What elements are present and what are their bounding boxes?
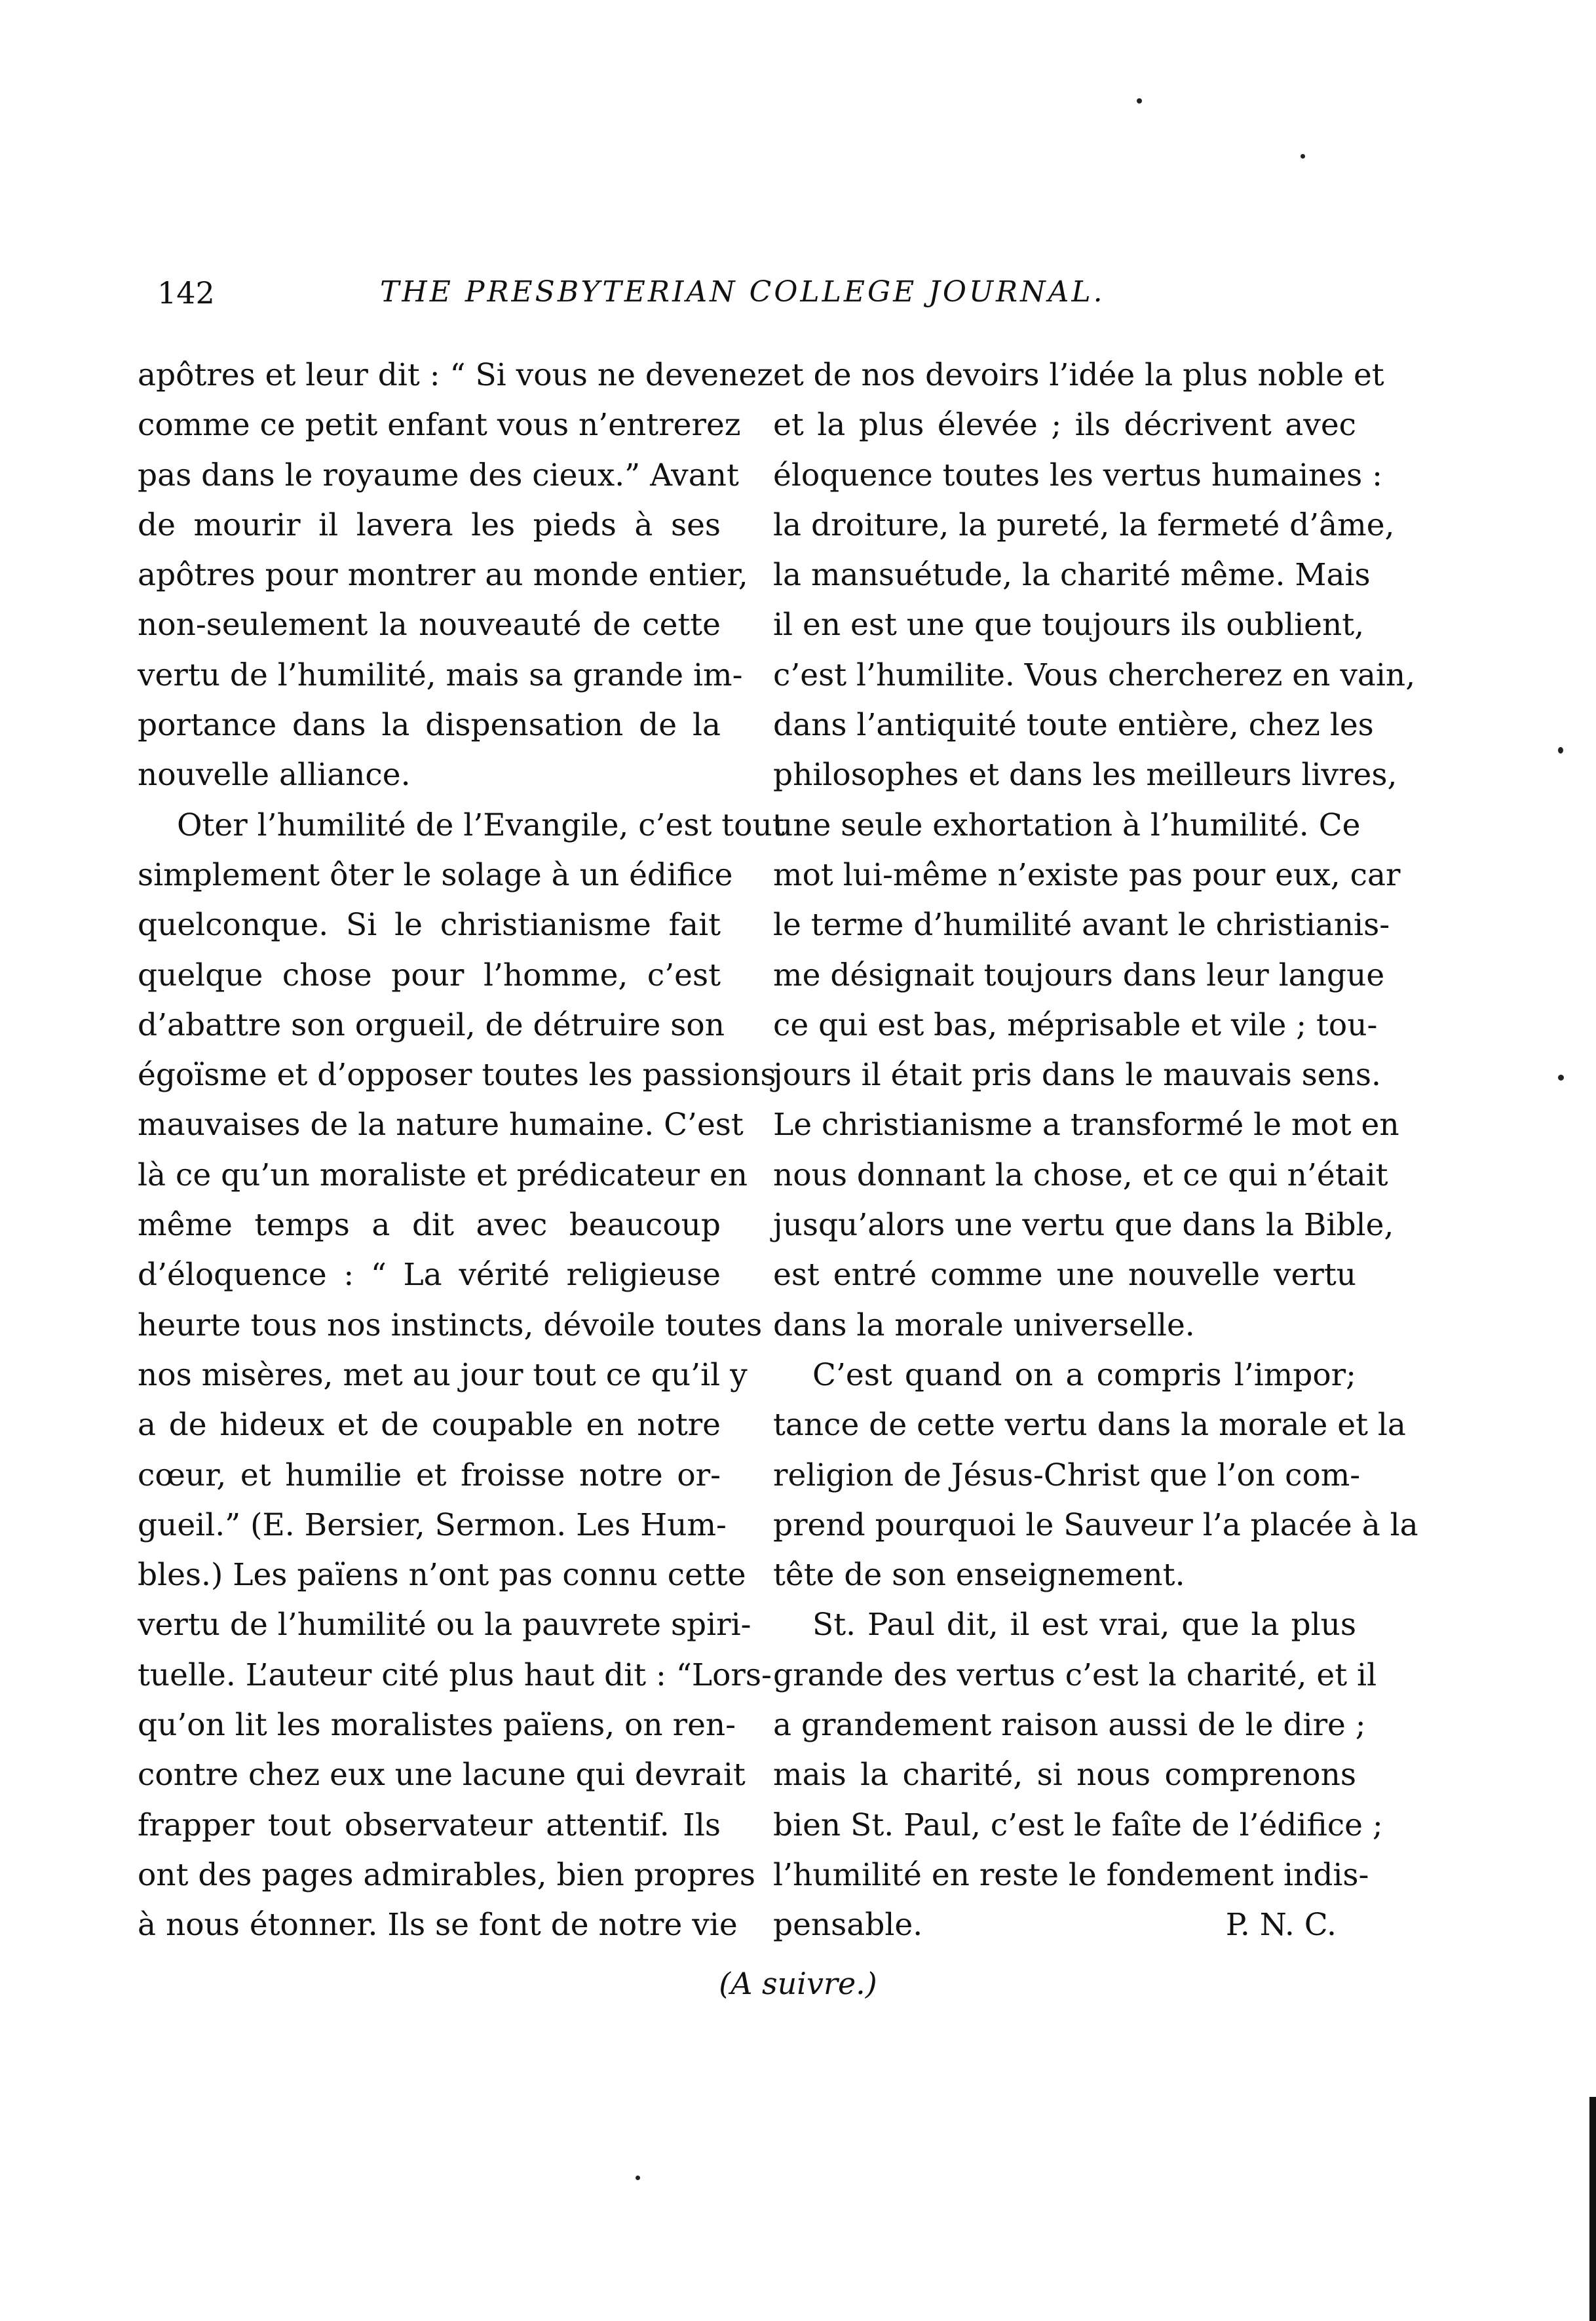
left-line: gueil.” (E. Bersier, Sermon. Les Hum- (138, 1506, 727, 1543)
left-line: quelconque. Si le christianisme fait (138, 907, 721, 944)
right-line: dans l’antiquité toute entière, chez les (773, 707, 1374, 744)
left-line: cœur, et humilie et froisse notre or- (138, 1457, 721, 1493)
left-line: quelque chose pour l’homme, c’est (138, 957, 721, 993)
right-line: prend pourquoi le Sauveur l’a placée à la (773, 1506, 1418, 1543)
left-line: heurte tous nos instincts, dévoile toutes (138, 1307, 763, 1343)
right-line: religion de Jésus-Christ que l’on com- (773, 1457, 1361, 1493)
left-line: d’abattre son orgueil, de détruire son (138, 1007, 725, 1043)
right-line: ce qui est bas, méprisable et vile ; tou- (773, 1007, 1378, 1043)
scan-speck (1558, 1075, 1564, 1081)
right-line: nous donnant la chose, et ce qui n’était (773, 1157, 1388, 1193)
right-line: est entré comme une nouvelle vertu (773, 1257, 1356, 1294)
left-line: qu’on lit les moralistes païens, on ren- (138, 1707, 736, 1744)
continued-note (0, 1966, 1596, 2001)
left-line: là ce qu’un moraliste et prédicateur en (138, 1157, 748, 1193)
right-line: mot lui-même n’existe pas pour eux, car (773, 856, 1401, 893)
scan-speck (636, 2176, 640, 2180)
scan-speck (1558, 747, 1563, 754)
left-line: vertu de l’humilité ou la pauvrete spiri- (138, 1607, 751, 1643)
left-line: Oter l’humilité de l’Evangile, c’est tout (177, 807, 785, 843)
page-edge-rule (1589, 2097, 1596, 2321)
right-line: et la plus élevée ; ils décrivent avec (773, 407, 1356, 444)
left-line: a de hideux et de coupable en notre (138, 1407, 721, 1444)
running-title: THE PRESBYTERIAN COLLEGE JOURNAL. (380, 275, 1105, 309)
left-line: portance dans la dispensation de la (138, 707, 721, 744)
left-line: de mourir il lavera les pieds à ses (138, 507, 721, 543)
right-line: philosophes et dans les meilleurs livres, (773, 757, 1397, 794)
page-header (157, 275, 1127, 321)
left-line: frapper tout observateur attentif. Ils (138, 1807, 721, 1843)
right-line: tête de son enseignement. (773, 1557, 1185, 1594)
right-line: dans la morale universelle. (773, 1307, 1195, 1343)
left-line: non-seulement la nouveauté de cette (138, 607, 721, 643)
right-column (773, 351, 1418, 1951)
left-line: même temps a dit avec beaucoup (138, 1207, 721, 1244)
right-line: l’humilité en reste le fondement indis- (773, 1856, 1369, 1893)
right-line: et de nos devoirs l’idée la plus noble et (773, 357, 1384, 393)
left-line: vertu de l’humilité, mais sa grande im- (138, 657, 743, 693)
right-line: bien St. Paul, c’est le faîte de l’édifice ; (773, 1807, 1383, 1843)
continued-text: (A suivre.) (719, 1966, 877, 2001)
left-column (138, 351, 785, 1951)
left-line: apôtres et leur dit : “ Si vous ne devenez (138, 357, 773, 393)
left-line: nouvelle alliance. (138, 757, 411, 794)
right-line: éloquence toutes les vertus humaines : (773, 457, 1382, 493)
right-line: le terme d’humilité avant le christianis- (773, 907, 1390, 944)
closing-text: pensable. (773, 1907, 923, 1944)
right-line: St. Paul dit, il est vrai, que la plus (812, 1607, 1356, 1643)
left-line: apôtres pour montrer au monde entier, (138, 557, 748, 594)
right-line: tance de cette vertu dans la morale et la (773, 1407, 1406, 1444)
right-line: Le christianisme a transformé le mot en (773, 1107, 1399, 1143)
right-line: mais la charité, si nous comprenons (773, 1757, 1356, 1794)
left-line: pas dans le royaume des cieux.” Avant (138, 457, 739, 493)
signature: P. N. C. (1225, 1907, 1337, 1944)
right-line: grande des vertus c’est la charité, et il (773, 1657, 1377, 1693)
left-line: nos misères, met au jour tout ce qu’il y (138, 1356, 748, 1393)
right-line: a grandement raison aussi de le dire ; (773, 1707, 1366, 1744)
right-line: jours il était pris dans le mauvais sens. (773, 1057, 1381, 1094)
left-line: d’éloquence : “ La vérité religieuse (138, 1257, 721, 1294)
left-line: mauvaises de la nature humaine. C’est (138, 1107, 744, 1143)
left-line: simplement ôter le solage à un édifice (138, 856, 733, 893)
left-line: tuelle. L’auteur cité plus haut dit : “Lors- (138, 1657, 772, 1693)
left-line: à nous étonner. Ils se font de notre vie (138, 1907, 738, 1944)
closing-line (773, 1900, 1356, 1950)
right-line: me désignait toujours dans leur langue (773, 957, 1385, 993)
left-line: ont des pages admirables, bien propres (138, 1856, 756, 1893)
right-line: jusqu’alors une vertu que dans la Bible, (773, 1207, 1394, 1244)
left-line: égoïsme et d’opposer toutes les passions (138, 1057, 776, 1094)
left-line: bles.) Les païens n’ont pas connu cette (138, 1557, 746, 1594)
right-line: la mansuétude, la charité même. Mais (773, 557, 1371, 594)
left-line: contre chez eux une lacune qui devrait (138, 1757, 746, 1794)
left-line: comme ce petit enfant vous n’entrerez (138, 407, 741, 444)
right-line: il en est une que toujours ils oublient, (773, 607, 1365, 643)
page-number: 142 (157, 275, 215, 311)
right-line: une seule exhortation à l’humilité. Ce (773, 807, 1361, 843)
scan-speck (1301, 154, 1305, 159)
right-line: C’est quand on a compris l’impor; (812, 1356, 1356, 1393)
right-line: c’est l’humilite. Vous chercherez en vain, (773, 657, 1416, 693)
scan-speck (1137, 98, 1142, 104)
right-line: la droiture, la pureté, la fermeté d’âme, (773, 507, 1395, 543)
